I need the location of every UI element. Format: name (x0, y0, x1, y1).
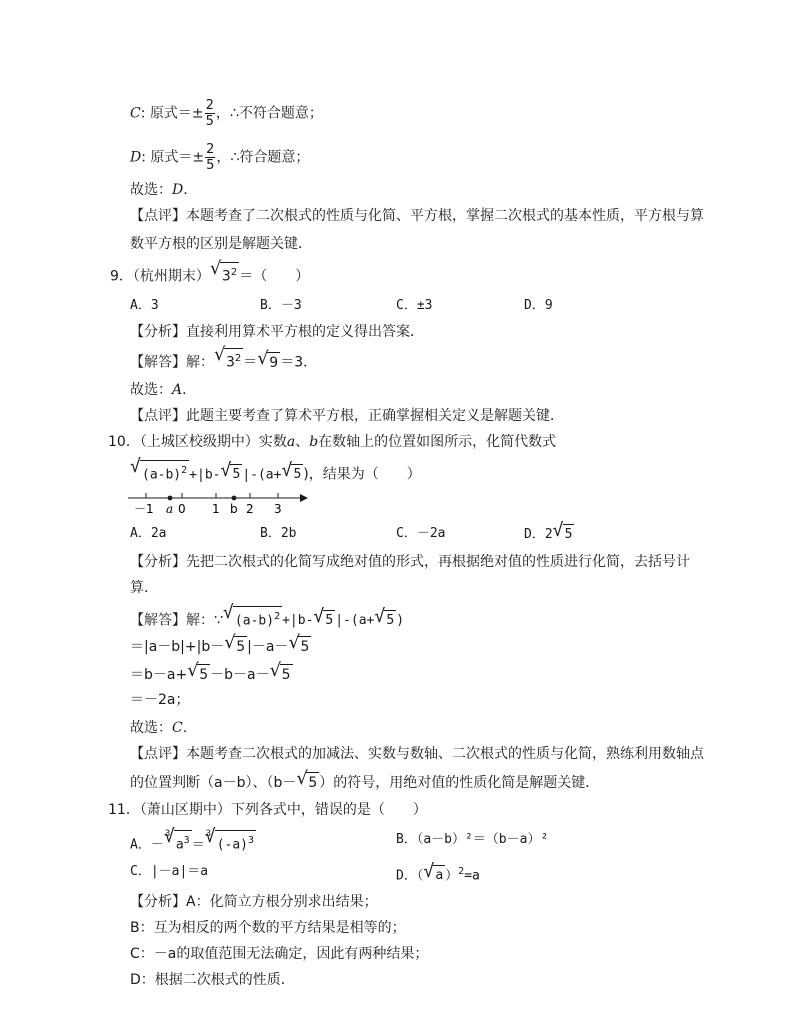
expr-part: +|b- (282, 613, 314, 629)
option-text: : 原式＝± (140, 105, 204, 122)
point-b-label: b (230, 502, 238, 516)
tick-label: －1 (134, 502, 154, 516)
radical (282, 464, 303, 485)
q11-option-c: C．|－a|＝a (130, 864, 209, 879)
radicand: 5 (298, 636, 311, 656)
expr-end: )，结果为（ ） (303, 466, 421, 483)
q10-step-1 (130, 636, 311, 657)
exponent: 2 (458, 866, 465, 877)
fraction (205, 98, 215, 129)
q9-answer (130, 380, 187, 400)
option-letter: C (130, 105, 141, 122)
radicand: a (433, 865, 445, 885)
q9-analysis: 【分析】直接利用算术平方根的定义得出答案． (130, 324, 424, 340)
point-a-dot (168, 496, 173, 501)
exponent: 3 (183, 835, 190, 846)
radicand: (-a) (216, 837, 249, 853)
exponent: 3 (248, 835, 255, 846)
radicand: 5 (291, 464, 303, 484)
q10-comment-1: 【点评】本题考查二次根式的加减法、实数与数轴、二次根式的性质与化简，熟练利用数轴点 (130, 746, 704, 762)
point-a-label: a (166, 502, 174, 516)
option-c-line (130, 98, 323, 129)
q9-comment: 【点评】此题主要考查了算术平方根，正确掌握相关定义是解题关键． (130, 408, 564, 424)
comment-part: 的位置判断（a－b）、（b－ (130, 775, 297, 791)
answer-end: . (182, 382, 187, 398)
equals: ＝ (243, 354, 258, 371)
option-text: ，∴不符合题意； (215, 105, 323, 122)
option-prefix: D．（ (396, 868, 424, 884)
radical (131, 460, 189, 485)
radicand: 5 (384, 610, 396, 630)
answer-line (130, 180, 188, 200)
radical (297, 772, 319, 793)
q11-option-b: B．（a－b）²＝（b－a）² (396, 832, 549, 847)
radical (215, 348, 243, 373)
option-prefix: A．－ (130, 837, 164, 853)
answer-end: . (183, 182, 188, 198)
question-text: 在数轴上的位置如图所示，化简代数式 (318, 434, 557, 450)
exponent: 2 (234, 353, 242, 364)
equals: ＝ (191, 837, 205, 853)
fraction (205, 142, 215, 173)
radical (211, 262, 239, 287)
exponent: 2 (230, 267, 238, 278)
q11-option-a (130, 830, 256, 855)
radical (289, 636, 311, 657)
expr-part: +|b- (189, 467, 221, 483)
expr-end: ) (396, 613, 405, 629)
q10-step-3: ＝－2a； (130, 692, 190, 708)
question-10-stem (108, 432, 556, 452)
radical (314, 610, 335, 631)
exponent: 2 (274, 611, 281, 622)
q10-option-d (524, 524, 574, 545)
radical (188, 664, 210, 685)
radicand: 5 (563, 524, 575, 544)
step-part: ＝b－a+ (130, 667, 188, 683)
option-text: D．2 (524, 527, 553, 542)
expr-part: |-(a+ (335, 613, 375, 629)
fraction-numerator: 2 (206, 142, 215, 157)
q10-option-c: C．－2a (396, 526, 446, 541)
option-text: : 原式＝± (141, 149, 205, 166)
radicand: 5 (234, 636, 247, 656)
option-part: ） (445, 868, 459, 884)
separator: 、 (295, 434, 310, 450)
radicand: 9 (267, 352, 280, 372)
radicand: (a-b) (142, 467, 182, 483)
tick-label: 2 (246, 502, 254, 516)
q9-option-a: A．3 (130, 298, 159, 313)
q10-solution (130, 606, 404, 631)
root-index: √ 3 (205, 829, 212, 839)
comment-part: ）的符号，用绝对值的性质化简是解题关键． (319, 775, 600, 791)
question-11-stem: 11．（萧山区期中）下列各式中，错误的是（ ） (108, 802, 427, 818)
var-a: a (286, 434, 296, 450)
radicand: 5 (323, 610, 335, 630)
fraction-denominator: 5 (205, 114, 214, 129)
option-d-line (130, 142, 309, 173)
radicand: 5 (230, 464, 242, 484)
tick-label: 1 (212, 502, 220, 516)
comment-line-1: 【点评】本题考查了二次根式的性质与化简、平方根，掌握二次根式的基本性质，平方根与算 (130, 208, 704, 224)
step-part: |－a－ (247, 639, 289, 655)
radical (258, 352, 280, 373)
answer-label: 故选： (130, 720, 172, 736)
fraction-numerator: 2 (205, 98, 214, 113)
q10-analysis-2: 算． (130, 580, 158, 596)
radical (271, 664, 293, 685)
radical (424, 865, 445, 886)
q10-expression (130, 460, 421, 485)
step-part: －b－a－ (210, 667, 270, 683)
cube-root (206, 830, 256, 855)
q10-answer (130, 718, 187, 738)
q10-step-2 (130, 664, 293, 685)
radicand: a (175, 837, 184, 853)
question-tail: ＝（ ） (239, 268, 310, 285)
radical (224, 606, 282, 631)
fraction-denominator: 5 (206, 158, 215, 173)
point-b-dot (232, 496, 237, 501)
q10-option-a: A．2a (130, 526, 167, 541)
question-number: 10．（上城区校级期中）实数 (108, 434, 287, 450)
radical (225, 636, 247, 657)
q9-option-b: B．－3 (260, 298, 302, 313)
question-9-stem (110, 262, 309, 287)
radicand: 3 (221, 268, 231, 285)
answer-value: C (172, 720, 183, 736)
radical (554, 524, 575, 545)
q11-analysis-c: C：－a的取值范围无法确定，因此有两种结果； (130, 946, 429, 962)
solution-label: 【解答】解：∵ (130, 612, 223, 629)
option-end: =a (464, 868, 480, 884)
cube-root (165, 830, 192, 855)
number-line (124, 488, 310, 516)
q10-option-b: B．2b (260, 526, 297, 541)
option-text: ，∴符合题意； (216, 149, 310, 166)
radicand: 5 (306, 772, 319, 792)
radicand: 5 (197, 664, 210, 684)
radicand: 3 (226, 354, 235, 371)
var-b: b (309, 434, 319, 450)
radical (375, 610, 396, 631)
axis-arrow (300, 494, 308, 502)
question-number: 9．（杭州期末） (110, 268, 210, 285)
exponent: 2 (181, 465, 188, 476)
answer-end: . (182, 720, 188, 736)
radicand: (a-b) (234, 613, 275, 629)
step-part: ＝|a－b|+|b－ (130, 639, 225, 655)
q9-option-c: C．±3 (396, 298, 433, 313)
solution-label: 【解答】解： (130, 354, 214, 371)
tick-label: 3 (274, 502, 282, 516)
q11-analysis-b: B：互为相反的两个数的平方结果是相等的； (130, 920, 406, 936)
comment-line-2: 数平方根的区别是解题关键． (130, 236, 312, 252)
answer-label: 故选： (130, 382, 172, 398)
option-letter: D (130, 149, 142, 166)
q9-solution (130, 348, 317, 373)
expr-part: |-(a+ (242, 467, 282, 483)
q10-comment-2 (130, 772, 599, 793)
q11-analysis-d: D：根据二次根式的性质． (130, 972, 295, 988)
radical (221, 464, 242, 485)
answer-label: 故选： (130, 182, 172, 198)
radicand: 5 (280, 664, 293, 684)
tick-label: 0 (178, 502, 186, 516)
root-index: √ 3 (164, 829, 171, 839)
q11-analysis-a: 【分析】A：化简立方根分别求出结果； (130, 894, 378, 910)
q11-option-d (396, 862, 480, 886)
solution-end: ＝3． (280, 354, 318, 371)
answer-value: A (172, 382, 183, 398)
q10-analysis-1: 【分析】先把二次根式的化简写成绝对值的形式，再根据绝对值的性质进行化简，去括号计 (130, 554, 690, 570)
q9-option-d: D．9 (524, 298, 553, 313)
answer-value: D (172, 182, 184, 198)
